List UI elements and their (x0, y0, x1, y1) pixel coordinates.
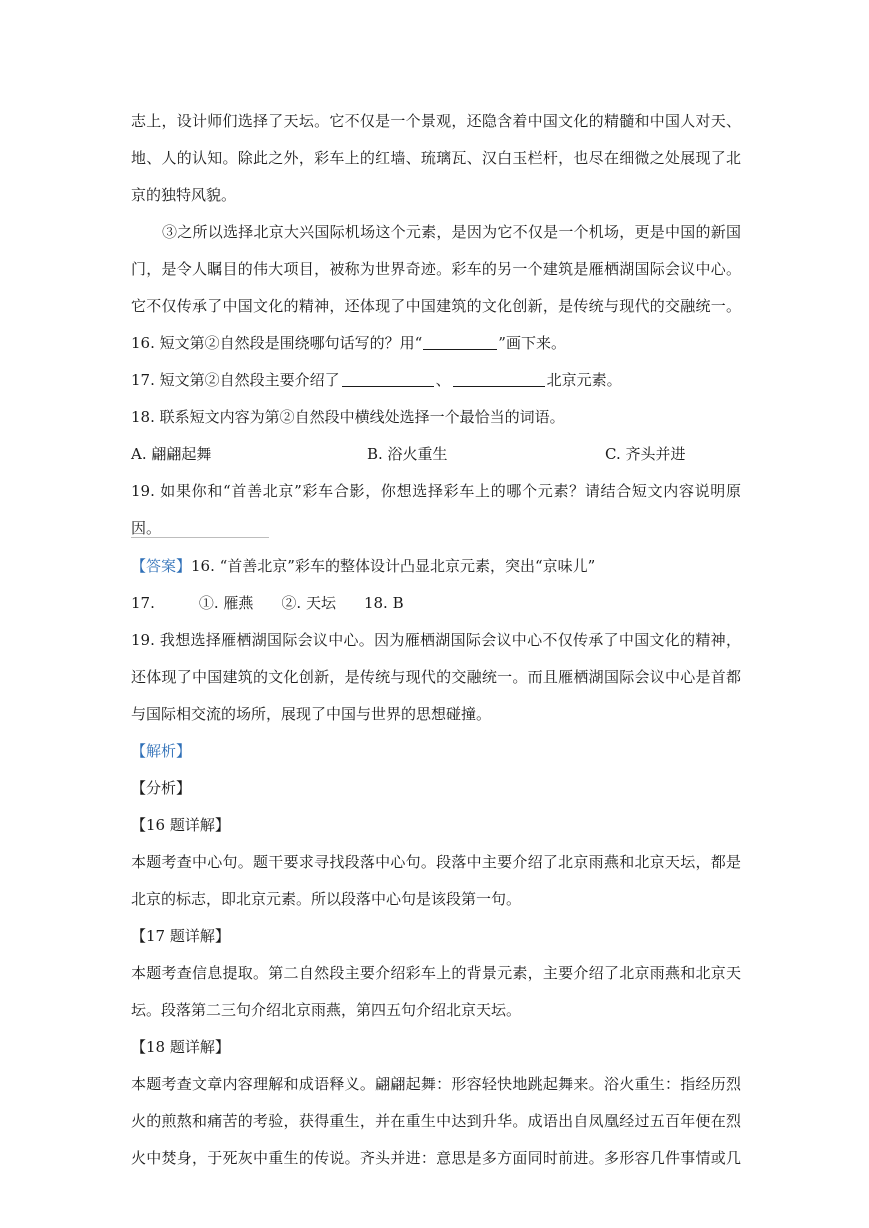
answer-16-text: 16. “首善北京”彩车的整体设计凸显北京元素，突出“京味儿” (191, 557, 596, 575)
question-17-text-b: 北京元素。 (546, 371, 622, 389)
answer-16 (131, 555, 595, 577)
answer-17-item1: ①. 雁燕 (198, 594, 254, 612)
option-b: B. 浴火重生 (367, 445, 448, 463)
analysis-16-line1: 本题考查中心句。题干要求寻找段落中心句。段落中主要介绍了北京雨燕和北京天坛，都是 (131, 853, 741, 871)
analysis-16-heading: 【16 题详解】 (131, 816, 230, 834)
option-a: A. 翩翩起舞 (131, 445, 212, 463)
analysis-17-heading: 【17 题详解】 (131, 927, 230, 945)
passage-p2-line2: 地、人的认知。除此之外，彩车上的红墙、琉璃瓦、汉白玉栏杆，也尽在细微之处展现了北 (131, 149, 741, 167)
answer-17-18 (131, 592, 404, 614)
answer-blank-1[interactable] (342, 371, 434, 387)
question-19-line2: 因。 (131, 519, 162, 537)
question-16-text-a: 16. 短文第②自然段是围绕哪句话写的？用“ (131, 334, 423, 352)
answer-19-line1: 19. 我想选择雁栖湖国际会议中心。因为雁栖湖国际会议中心不仅传承了中国文化的精神， (131, 631, 741, 649)
passage-p2-line1: 志上，设计师们选择了天坛。它不仅是一个景观，还隐含着中国文化的精髓和中国人对天、 (131, 112, 741, 130)
passage-p3-line3: 它不仅传承了中国文化的精神，还体现了中国建筑的文化创新，是传统与现代的交融统一。 (131, 297, 741, 315)
answer-blank-2[interactable] (453, 371, 545, 387)
analysis-18-heading: 【18 题详解】 (131, 1038, 230, 1056)
question-17-text-a: 17. 短文第②自然段主要介绍了 (131, 371, 340, 389)
answer-17-num: 17. (131, 594, 155, 612)
analysis-tag: 【解析】 (131, 742, 192, 760)
analysis-18-line1: 本题考查文章内容理解和成语释义。翩翩起舞：形容轻快地跳起舞来。浴火重生：指经历烈 (131, 1075, 741, 1093)
analysis-18-line3: 火中焚身，于死灰中重生的传说。齐头并进：意思是多方面同时前进。多形容几件事情或几 (131, 1149, 741, 1167)
question-18: 18. 联系短文内容为第②自然段中横线处选择一个最恰当的词语。 (131, 408, 565, 426)
underline-marker (423, 334, 497, 350)
analysis-17-line2: 坛。段落第二三句介绍北京雨燕，第四五句介绍北京天坛。 (131, 1001, 522, 1019)
question-19-line1: 19. 如果你和“首善北京”彩车合影，你想选择彩车上的哪个元素？请结合短文内容说明原 (131, 482, 741, 500)
option-c: C. 齐头并进 (605, 445, 686, 463)
answer-tag: 【答案】 (131, 557, 192, 575)
question-16-text-b: ”画下来。 (498, 334, 566, 352)
analysis-16-line2: 北京的标志，即北京元素。所以段落中心句是该段第一句。 (131, 890, 522, 908)
answer-19-line2: 还体现了中国建筑的文化创新，是传统与现代的交融统一。而且雁栖湖国际会议中心是首都 (131, 668, 741, 686)
section-divider (131, 537, 269, 538)
answer-17-item2: ②. 天坛 (281, 594, 336, 612)
passage-p2-line3: 京的独特风貌。 (131, 186, 237, 204)
answer-18-text: 18. B (363, 594, 404, 612)
question-17-separator: 、 (435, 371, 451, 389)
analysis-18-line2: 火的煎熬和痛苦的考验，获得重生，并在重生中达到升华。成语出自凤凰经过五百年便在烈 (131, 1112, 741, 1130)
analysis-fenxi: 【分析】 (131, 779, 192, 797)
question-17 (131, 369, 622, 391)
question-16 (131, 332, 566, 354)
answer-19-line3: 与国际相交流的场所，展现了中国与世界的思想碰撞。 (131, 705, 492, 723)
passage-p3-line1: ③之所以选择北京大兴国际机场这个元素，是因为它不仅是一个机场，更是中国的新国 (162, 223, 741, 241)
analysis-17-line1: 本题考查信息提取。第二自然段主要介绍彩车上的背景元素，主要介绍了北京雨燕和北京天 (131, 964, 741, 982)
passage-p3-line2: 门，是令人瞩目的伟大项目，被称为世界奇迹。彩车的另一个建筑是雁栖湖国际会议中心。 (131, 260, 741, 278)
